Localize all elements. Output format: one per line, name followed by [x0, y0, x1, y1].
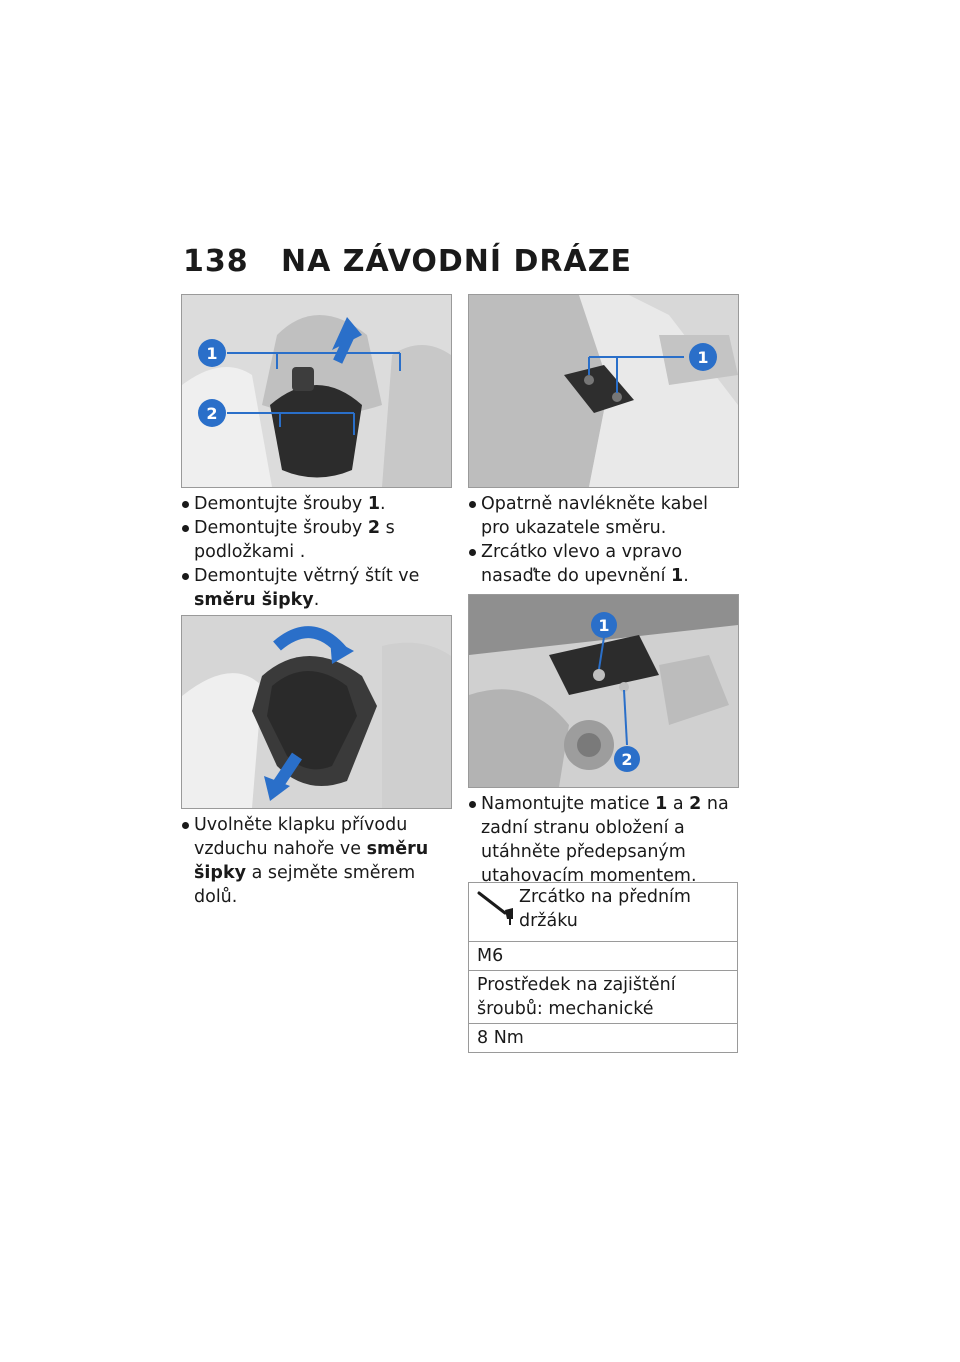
mirror-mount-illustration: [469, 295, 738, 487]
steps-mirror: [468, 492, 740, 588]
chapter-title: NA ZÁVODNÍ DRÁZE: [281, 244, 632, 279]
page-header: [183, 244, 632, 284]
figure-mirror-nuts: [468, 594, 739, 788]
torque-wrench-icon: [469, 883, 519, 941]
spec-locking: Prostředek na zajištění šroubů: mechanické: [469, 971, 737, 1024]
steps-air-intake: [181, 813, 453, 909]
figure-mirror-mount: [468, 294, 739, 488]
steps-nuts: [468, 792, 740, 888]
spec-torque: 8 Nm: [477, 1028, 524, 1048]
svg-text:1: 1: [206, 344, 218, 363]
spec-title: Zrcátko na předním držáku: [519, 887, 691, 931]
figure-air-intake-flap: [181, 615, 452, 809]
spec-header: [469, 883, 737, 942]
step-item: Demontujte větrný štít ve směru šipky.: [181, 564, 453, 612]
windscreen-illustration: [182, 295, 451, 487]
svg-text:1: 1: [598, 616, 610, 635]
step-item: Uvolněte klapku přívodu vzduchu nahoře ve směru šipky a sejměte směrem dolů.: [181, 813, 453, 909]
step-item: Demontujte šrouby 2 s podložkami .: [181, 516, 453, 564]
step-item: Demontujte šrouby 1.: [181, 492, 453, 516]
spec-thread: M6: [469, 942, 737, 971]
torque-spec-table: [468, 882, 738, 1053]
steps-windscreen: [181, 492, 453, 612]
step-item: Opatrně navlékněte kabel pro ukazatele směru.: [468, 492, 740, 540]
svg-text:2: 2: [206, 404, 218, 423]
air-intake-illustration: [182, 616, 451, 808]
step-item: Zrcátko vlevo a vpravo nasaďte do upevnění 1.: [468, 540, 740, 588]
figure-windscreen-screws: [181, 294, 452, 488]
svg-text:2: 2: [621, 750, 633, 769]
svg-text:1: 1: [697, 348, 709, 367]
page-number: 138: [183, 244, 249, 279]
mirror-nuts-illustration: [469, 595, 738, 787]
step-item: Namontujte matice 1 a 2 na zadní stranu obložení a utáhněte předepsaným utahovacím momentem.: [468, 792, 740, 888]
